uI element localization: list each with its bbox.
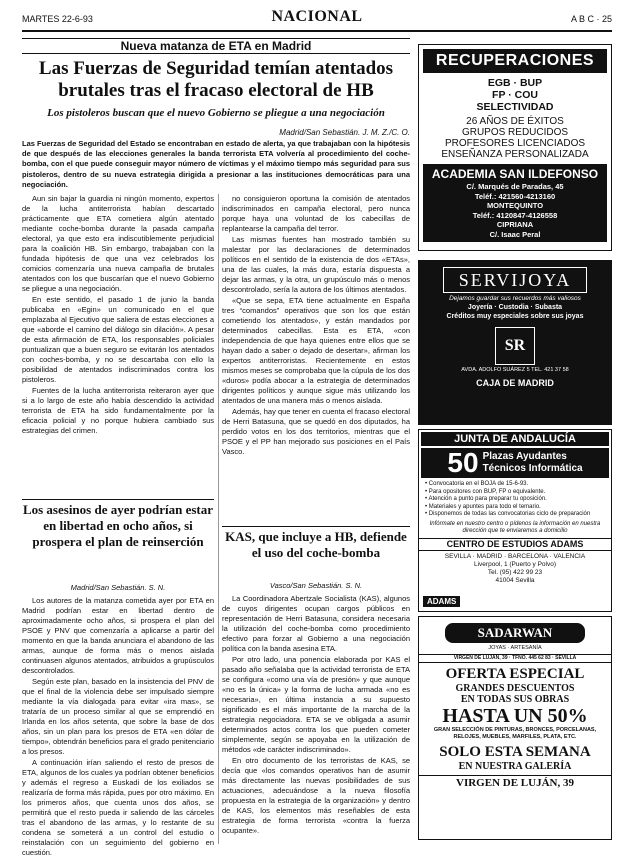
ad-zip: 41004 Sevilla [495, 576, 535, 584]
ad-city: SEVILLA · MADRID · BARCELONA · VALENCIA [444, 552, 586, 560]
ad-level: EGB · BUP [487, 77, 543, 89]
paragraph: Por otro lado, una ponencia elaborada por KAS el pasado año señalaba que la actividad terrorista de ETA se configura «como una vía de presión» y que aunque «no es la única» y la forma de lucha armada «no es necesaria», en última instancia a su supuesto significado es el más importante de la marcha de la estrategia negociadora. ETA se ve obligada a asumir determinados actos contra los que pueden cometer simplemente, según se apoyaba en la utilización de métodos «de carácter indiscriminado». [222, 655, 410, 754]
ad-items: GRAN SELECCIÓN DE PINTURAS, BRONCES, PORCELANAS, RELOJES, MUEBLES, MARFILES, PLATA, ETC. [433, 727, 597, 740]
list-item: • Atención a punto para preparar tu oposición. [425, 496, 605, 504]
ad-servijoya [418, 260, 612, 425]
article-kicker: Nueva matanza de ETA en Madrid [22, 38, 410, 54]
ad-address: C/. Isaac Peral [489, 229, 541, 239]
ad-center: CENTRO DE ESTUDIOS ADAMS [419, 538, 611, 551]
sidebar-signature-reinsercion: Madrid/San Sebastián. S. N. [70, 583, 166, 592]
paragraph: no consiguieron oportuna la comisión de atentados indiscriminados en campaña electoral, pero nunca porque haya una voluntad de los cabecillas de replantearse la campaña del terror. [222, 194, 410, 233]
ads-column [418, 36, 612, 844]
ad-positions-number: 50 [447, 447, 479, 478]
paragraph: Además, hay que tener en cuenta el fracaso electoral de Herri Batasuna, que se quedó en dos diputados, ha perdido votos en los dos territorios, mientras que el PSOE y el PP han mejorado sus posiciones en el País Vasco. [222, 407, 410, 456]
ad-phone: Tel. (95) 422 99 23 [487, 568, 543, 576]
list-item: • Convocatoria en el BOJA de 15-6-93. [425, 481, 605, 489]
page-header [22, 8, 612, 32]
ad-positions-line: Plazas Ayudantes [482, 451, 567, 462]
ad-info: Infórmate en nuestro centro o pídenos la información en nuestra dirección que te enviaremos a domicilio [429, 520, 601, 535]
paragraph: En otro documento de los terroristas de KAS, se decía que «los comandos operativos han de asumir más directamente las nuevas posibilidades de sus actuaciones, adecuándose a la nueva filosofía propuesta en la estrategia de la organización» y dentro de KAS, los elementos más reseñables de esta estrategia de forma terrorista «contra la fuerza ocupante». [222, 756, 410, 835]
ad-discount: GRANDES DESCUENTOS [455, 683, 575, 694]
ad-title: RECUPERACIONES [423, 49, 607, 73]
paragraph: A continuación irían saliendo el resto de presos de ETA, algunos de los cuales ya podrían obtener beneficios y además el regreso a Euskadi de los exiliados se realizaría de forma más rápida, pues por otro máximo. En los primeros años, que cuenta unos dos años, se permitirá que el resto pueda ir saliendo de las cárceles tras el abandono de las armas, y lo restante de su condena se someterá a un control del estudio o reinstalación con un seguimiento del gobierno en cuestión. [22, 758, 214, 857]
ad-address: Liverpool, 1 (Puerto y Polvo) [473, 560, 556, 568]
ad-title: SADARWAN [445, 623, 585, 643]
ad-subtitle: JOYAS · ARTESANÍA [488, 645, 542, 651]
ad-address: VIRGEN DE LUJÁN, 39 · TFNO. 445 62 83 · SEVILLA [419, 654, 611, 663]
article-headline: Las Fuerzas de Seguridad temían atentados brutales tras el fracaso electoral de HB [38, 58, 394, 101]
ad-note: ENSEÑANZA PERSONALIZADA [441, 149, 589, 160]
ad-offer: OFERTA ESPECIAL [445, 666, 585, 682]
ad-positions [421, 448, 609, 478]
ad-slogan: Dejamos guardar sus recuerdos más valiosos [449, 295, 581, 302]
paragraph: Los autores de la matanza cometida ayer por ETA en Madrid podrían estar en libertad dentro de aproximadamente ocho años, si prospera el plan del PSOE y PNV que comenzaría a aplicarse a partir del momento en que la banda anunciara el abandono de las armas, aunque de forma más o menos aislada continuasen algunos atentados, atribuidos a grupúsculos descontrolados. [22, 596, 214, 675]
article-lead: Las Fuerzas de Seguridad del Estado se encontraban en estado de alerta, ya que trabajaban con la hipótesis de que después de las elecciones generales la banda terrorista ETA volvería al procedimiento del coche-bomba, con el que puede conseguir mayor número de víctimas y el máximo tiempo más seguridad para sus pistoleros, dentro de su nueva estrategia dirigida a presionar a las instituciones democráticas para una negociación. [22, 139, 410, 189]
ad-sadarwan [418, 616, 612, 840]
sidebar-signature-kas: Vasco/San Sebastián. S. N. [269, 581, 363, 590]
ad-services: Joyería · Custodia · Subasta [467, 304, 563, 311]
ad-gallery: EN NUESTRA GALERÍA [458, 761, 572, 772]
sidebar-headline-kas: KAS, que incluye a HB, defiende el uso del coche-bomba [222, 526, 410, 561]
ad-level: SELECTIVIDAD [476, 101, 554, 113]
ad-address: C/. Marqués de Paradas, 45 [466, 182, 564, 191]
ad-place: CIPRIANA [496, 220, 534, 229]
ad-positions-line: Técnicos Informática [482, 463, 583, 474]
ad-phone: Teléf.: 421560-4213160 [474, 191, 556, 201]
ad-title: JUNTA DE ANDALUCÍA [421, 432, 609, 446]
page-number: A B C · 25 [570, 14, 612, 24]
ad-junta-andalucia [418, 429, 612, 612]
ad-bank: CAJA DE MADRID [476, 378, 554, 388]
section-title: NACIONAL [271, 8, 363, 25]
list-item: • Disponemos de todas las convocatorias ciclo de preparación [425, 511, 605, 519]
ad-credits: Créditos muy especiales sobre sus joyas [446, 313, 584, 320]
article-subhead: Los pistoleros buscan que el nuevo Gobierno se pliegue a una negociación [47, 107, 385, 119]
ad-footer: AVDA. ADOLFO SUÁREZ 5 TEL. 421 37 58 [461, 367, 569, 373]
article-column-1 [22, 194, 214, 491]
sidebar-body-reinsercion [22, 596, 214, 857]
sidebar-headline-reinsercion: Los asesinos de ayer podrían estar en libertad en ocho años, si prospera el plan de reinserción [22, 499, 214, 550]
ad-positions-text [483, 451, 583, 475]
main-article [22, 36, 410, 857]
ad-academy-name: ACADEMIA SAN ILDEFONSO [431, 167, 599, 181]
ad-note: PROFESORES LICENCIADOS [444, 138, 586, 149]
ad-note: 26 AÑOS DE ÉXITOS [466, 116, 564, 127]
paragraph: Aun sin bajar la guardia ni ningún momento, expertos de la lucha antiterrorista habían descartado prácticamente que ETA cometiera algún atentado mediante coche-bomba durante la pasada campaña electoral, ya que esto era indiscutiblemente perjudicial para la coalición HB. Sin embargo, trabajaban con la fundada hipótesis de que una vez celebrados los comicios comenzaría una nueva campaña de brutales atentados con los que buscarían que el nuevo Gobierno se pliegue a una negociación. [22, 194, 214, 293]
ad-percent: HASTA UN 50% [442, 705, 588, 727]
paragraph: La Coordinadora Abertzale Socialista (KAS), algunos de cuyos dirigentes ocupan cargos públicos en representación de Herri Batasuna, considera necesaria la utilización del coche-bomba como procedimiento efectivo para forzar al Gobierno a una negociación política con la banda asesina ETA. [222, 594, 410, 653]
article-signature: Madrid/San Sebastián. J. M. Z./C. O. [279, 128, 410, 137]
issue-date: MARTES 22-6-93 [22, 14, 93, 24]
paragraph: Fuentes de la lucha antiterrorista reiteraron ayer que si a lo largo de este año había descendido la actividad terrorista de ETA ha sido fundamentalmente por la eficacia policial y no porque hubiera cambiado sus estrategias del crimen. [22, 386, 214, 435]
column-divider [218, 194, 219, 844]
ad-title: SERVIJOYA [443, 267, 587, 293]
ad-academy-box [423, 164, 607, 242]
ad-place: MONTEQUINTO [486, 201, 544, 210]
paragraph: Según este plan, basado en la insistencia del PNV de que el final de la violencia debe ser impulsado siempre mediante la vía dialogada para evitar «ira mas», se trataría de un proceso similar al que se emprendió en Irlanda en los años setenta, que sobre la base de dos años, sin un plan para los presos de ETA «en dólar de tiempo», obtendrán beneficios para el grado penitenciario a los presos. [22, 677, 214, 756]
ad-phone: Teléf.: 4120847-4126558 [472, 210, 558, 220]
paragraph: «Que se sepa, ETA tiene actualmente en España tres “comandos” operativos que son los que están cometiendo los atentados», y están mandados por determinados cabecillas. Esta es ETA, «con independencia de que haya quienes entre ellos que se hayan dado a saber o dejado de desertar», afirman los expertos antiterroristas. Recientemente en estos mismos meses se comprobaba que la cúpula de los dos «duros» podía abocar a la estrategia de determinados dirigentes políticos y aunque sigue más utilizando los atentados de una manera más o menos aislada. [222, 296, 410, 405]
ad-bullets [419, 479, 611, 521]
sidebar-body-kas [222, 594, 410, 844]
ad-discount: EN TODAS SUS OBRAS [460, 694, 570, 705]
list-item: • Para opositores con BUP, FP o equivalente. [425, 489, 605, 497]
ad-street: VIRGEN DE LUJÁN, 39 [419, 775, 611, 790]
paragraph: En este sentido, el pasado 1 de junio la banda publicaba en «Egin» un comunicado en el que emplazaba al Ejecutivo que saliera de estas elecciones a que «aborde el camino del diálogo sin dilación». A pesar de esta afirmación de ETA, los responsables policiales puntualizan que a buen seguro se evitarán los atentados con coches-bomba, y no se descartaba con ello la posibilidad de atentados indiscriminados contra los pistoleros. [22, 295, 214, 384]
servijoya-logo-icon: SR [495, 327, 535, 365]
article-column-2 [222, 194, 410, 517]
adams-logo: ADAMS [423, 596, 460, 607]
list-item: • Materiales y apuntes para todo el temario. [425, 504, 605, 512]
ad-level: FP · COU [492, 89, 538, 101]
paragraph: Las mismas fuentes han mostrado también su malestar por las declaraciones de determinados políticos en el sentido de la existencia de dos «ETAs», una de las cuales, la más dura, estaría dispuesta a dejar las armas, y la otra, un grupúsculo más o menos descontrolado, sería la autora de los últimos atentados. [222, 235, 410, 294]
ad-week: SOLO ESTA SEMANA [439, 744, 591, 760]
ad-note: GRUPOS REDUCIDOS [461, 127, 569, 138]
ad-recuperaciones [418, 44, 612, 251]
